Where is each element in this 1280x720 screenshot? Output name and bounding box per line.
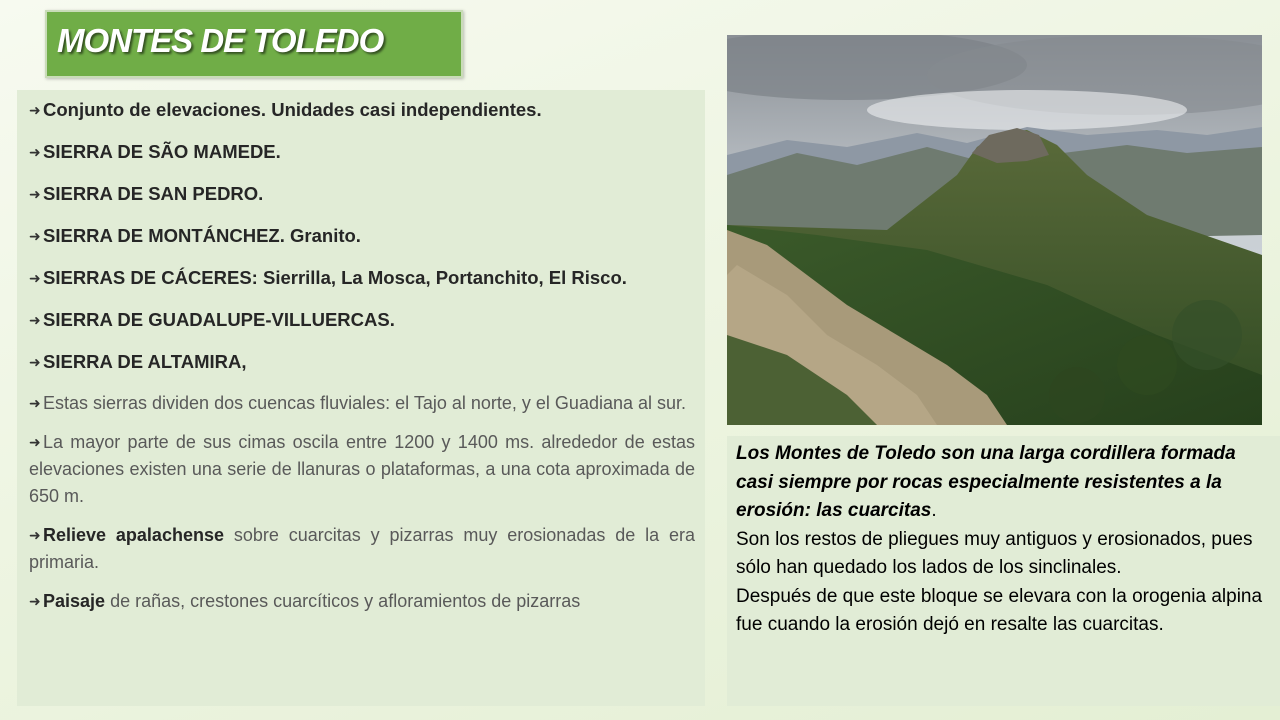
title-box (45, 10, 463, 78)
list-item: ➜ La mayor parte de sus cimas oscila entre 1200 y 1400 ms. alrededor de estas elevaciones existen una serie de llanuras o plataformas, a una cota aproximada de 650 m. (29, 429, 695, 510)
paragraph-folds: Son los restos de pliegues muy antiguos y erosionados, pues sólo han quedado los lados de los sinclinales. (736, 528, 1253, 578)
list-item: ➜ SIERRAS DE CÁCERES: Sierrilla, La Mosca, Portanchito, El Risco. (29, 264, 695, 292)
paragraph-orogeny: Después de que este bloque se elevara con la orogenia alpina fue cuando la erosión dejó en resalte las cuarcitas. (736, 585, 1263, 635)
hand-pointing-right-icon: ➜ (29, 228, 41, 244)
list-item: ➜ SIERRA DE SAN PEDRO. (29, 180, 695, 208)
list-item: ➜ SIERRA DE SÃO MAMEDE. (29, 138, 695, 166)
hand-pointing-right-icon: ➜ (29, 395, 41, 411)
hand-pointing-right-icon: ➜ (29, 434, 41, 450)
list-item: ➜ SIERRA DE ALTAMIRA, (29, 348, 695, 376)
list-item: ➜ SIERRA DE MONTÁNCHEZ. Granito. (29, 222, 695, 250)
hand-pointing-right-icon: ➜ (29, 527, 41, 543)
list-item: ➜ Relieve apalachense sobre cuarcitas y pizarras muy erosionadas de la era primaria. (29, 522, 695, 576)
list-item: ➜ Paisaje de rañas, crestones cuarcíticos y afloramientos de pizarras (29, 588, 695, 615)
list-item: ➜ Conjunto de elevaciones. Unidades casi independientes. (29, 96, 695, 124)
hand-pointing-right-icon: ➜ (29, 186, 41, 202)
mountain-photo (727, 35, 1262, 425)
intro-bold-italic: Los Montes de Toledo son una larga cordillera formada casi siempre por rocas especialmente resistentes a la erosión: las cuarcitas (736, 443, 1236, 521)
hand-pointing-right-icon: ➜ (29, 354, 41, 370)
hand-pointing-right-icon: ➜ (29, 102, 41, 118)
hand-pointing-right-icon: ➜ (29, 270, 41, 286)
hand-pointing-right-icon: ➜ (29, 312, 41, 328)
hand-pointing-right-icon: ➜ (29, 144, 41, 160)
slide-title: MONTES DE TOLEDO (57, 22, 384, 59)
hand-pointing-right-icon: ➜ (29, 593, 41, 609)
bold-lead: Relieve apalachense (43, 525, 224, 545)
list-item: ➜ SIERRA DE GUADALUPE-VILLUERCAS. (29, 306, 695, 334)
list-item: ➜ Estas sierras dividen dos cuencas fluviales: el Tajo al norte, y el Guadiana al sur. (29, 390, 695, 417)
right-text-panel: Los Montes de Toledo son una larga cordillera formada casi siempre por rocas especialmente resistentes a la erosión: las cuarcitas. Son los restos de pliegues muy antiguos y erosionados, pues sólo han quedado los lados de los sinclinales. Después de que este bloque se elevara con la orogenia alpina fue cuando la erosión dejó en resalte las cuarcitas. (727, 436, 1280, 706)
bold-lead: Paisaje (43, 591, 106, 611)
left-text-panel (17, 90, 705, 706)
